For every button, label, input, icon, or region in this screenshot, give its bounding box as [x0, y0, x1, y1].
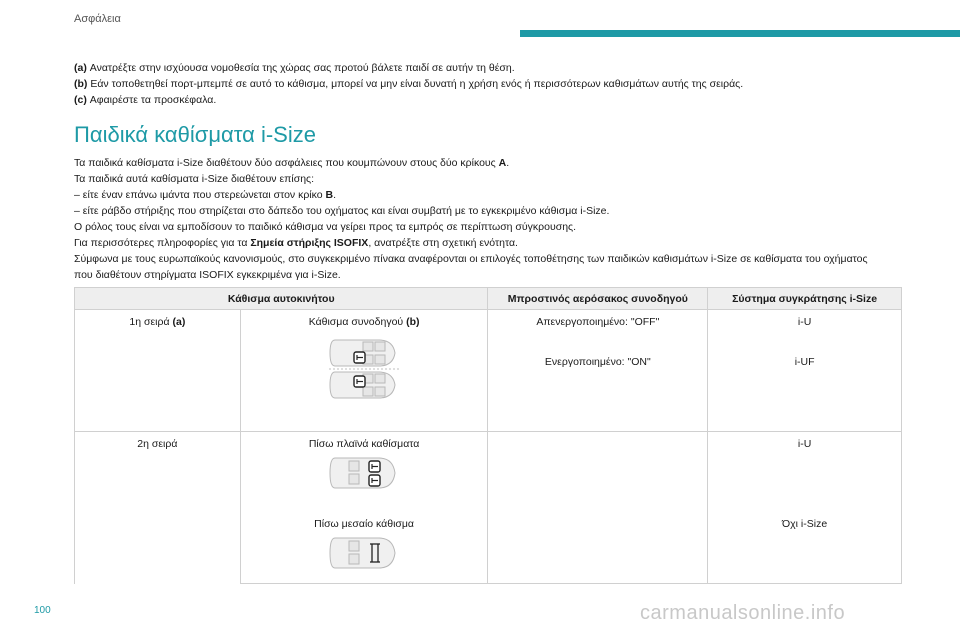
section-title: Παιδικά καθίσματα i-Size — [74, 122, 316, 147]
table-header-row — [75, 288, 902, 310]
paragraph: Τα παιδικά αυτά καθίσματα i-Size διαθέτουν επίσης: — [74, 173, 315, 185]
car-rear-outer-icon — [327, 454, 401, 494]
paragraph: Σύμφωνα με τους ευρωπαϊκούς κανονισμούς, στο συγκεκριμένο πίνακα αναφέρονται οι επιλογές τοποθέτησης των παιδικών καθισμάτων i-Size σε καθίσματα του οχήματος — [74, 253, 868, 265]
note-a: (a) Ανατρέξτε στην ισχύουσα νομοθεσία της χώρας σας προτού βάλετε παιδί σε αυτήν τη θέση. — [74, 62, 515, 74]
page-number: 100 — [34, 605, 51, 616]
seat-front-passenger: Κάθισμα συνοδηγού (b) — [240, 310, 488, 432]
isize-value: i-U — [708, 432, 902, 512]
table-row — [75, 432, 902, 512]
header-vehicle-seat: Κάθισμα αυτοκινήτου — [75, 288, 488, 310]
header-airbag: Μπροστινός αερόσακος συνοδηγού — [488, 288, 708, 310]
watermark-text: carmanualsonline.info — [640, 602, 846, 624]
table-row — [75, 310, 902, 350]
body-text — [74, 155, 914, 283]
airbag-empty — [488, 432, 708, 512]
note-c: (c) Αφαιρέστε τα προσκέφαλα. — [74, 94, 217, 106]
note-b: (b) Εάν τοποθετηθεί πορτ-μπεμπέ σε αυτό το κάθισμα, μπορεί να μην είναι δυνατή η χρήση ενός ή περισσότερων καθισμάτων αυτής της σειράς. — [74, 78, 744, 90]
seat-rear-centre: Πίσω μεσαίο κάθισμα — [240, 512, 488, 584]
header-section-title: Ασφάλεια — [74, 13, 121, 25]
isize-seat-table — [74, 287, 902, 584]
header-accent-bar — [520, 30, 960, 37]
car-front-passenger-icon — [327, 332, 401, 406]
paragraph: Τα παιδικά καθίσματα i-Size διαθέτουν δύο ασφάλειες που κουμπώνουν στους δύο κρίκους A. — [74, 157, 510, 169]
paragraph: – είτε έναν επάνω ιμάντα που στερεώνεται στον κρίκο B. — [74, 189, 337, 201]
paragraph: Για περισσότερες πληροφορίες για τα Σημεία στήριξης ISOFIX, ανατρέξτε στη σχετική ενότητα. — [74, 237, 518, 249]
airbag-empty — [488, 512, 708, 584]
paragraph: Ο ρόλος τους είναι να εμποδίσουν το παιδικό κάθισμα να γείρει προς τα εμπρός σε περίπτωση σύγκρουσης. — [74, 221, 577, 233]
isize-value: i-UF — [708, 350, 902, 432]
isize-value: Όχι i-Size — [708, 512, 902, 584]
footnotes — [74, 60, 914, 108]
isize-value: i-U — [708, 310, 902, 350]
paragraph: που διαθέτουν στηρίγματα ISOFIX εγκεκριμένα για i-Size. — [74, 269, 341, 281]
row-label-2nd: 2η σειρά — [75, 432, 241, 584]
paragraph: – είτε ράβδο στήριξης που στηρίζεται στο δάπεδο του οχήματος και είναι συμβατή με το εγκεκριμένο κάθισμα i-Size. — [74, 205, 610, 217]
seat-rear-outer: Πίσω πλαϊνά καθίσματα — [240, 432, 488, 512]
airbag-on: Ενεργοποιημένο: "ON" — [488, 350, 708, 432]
row-label-1st: 1η σειρά (a) — [75, 310, 241, 432]
header-isize-system: Σύστημα συγκράτησης i-Size — [708, 288, 902, 310]
airbag-off: Απενεργοποιημένο: "OFF" — [488, 310, 708, 350]
car-rear-centre-icon — [327, 534, 401, 574]
